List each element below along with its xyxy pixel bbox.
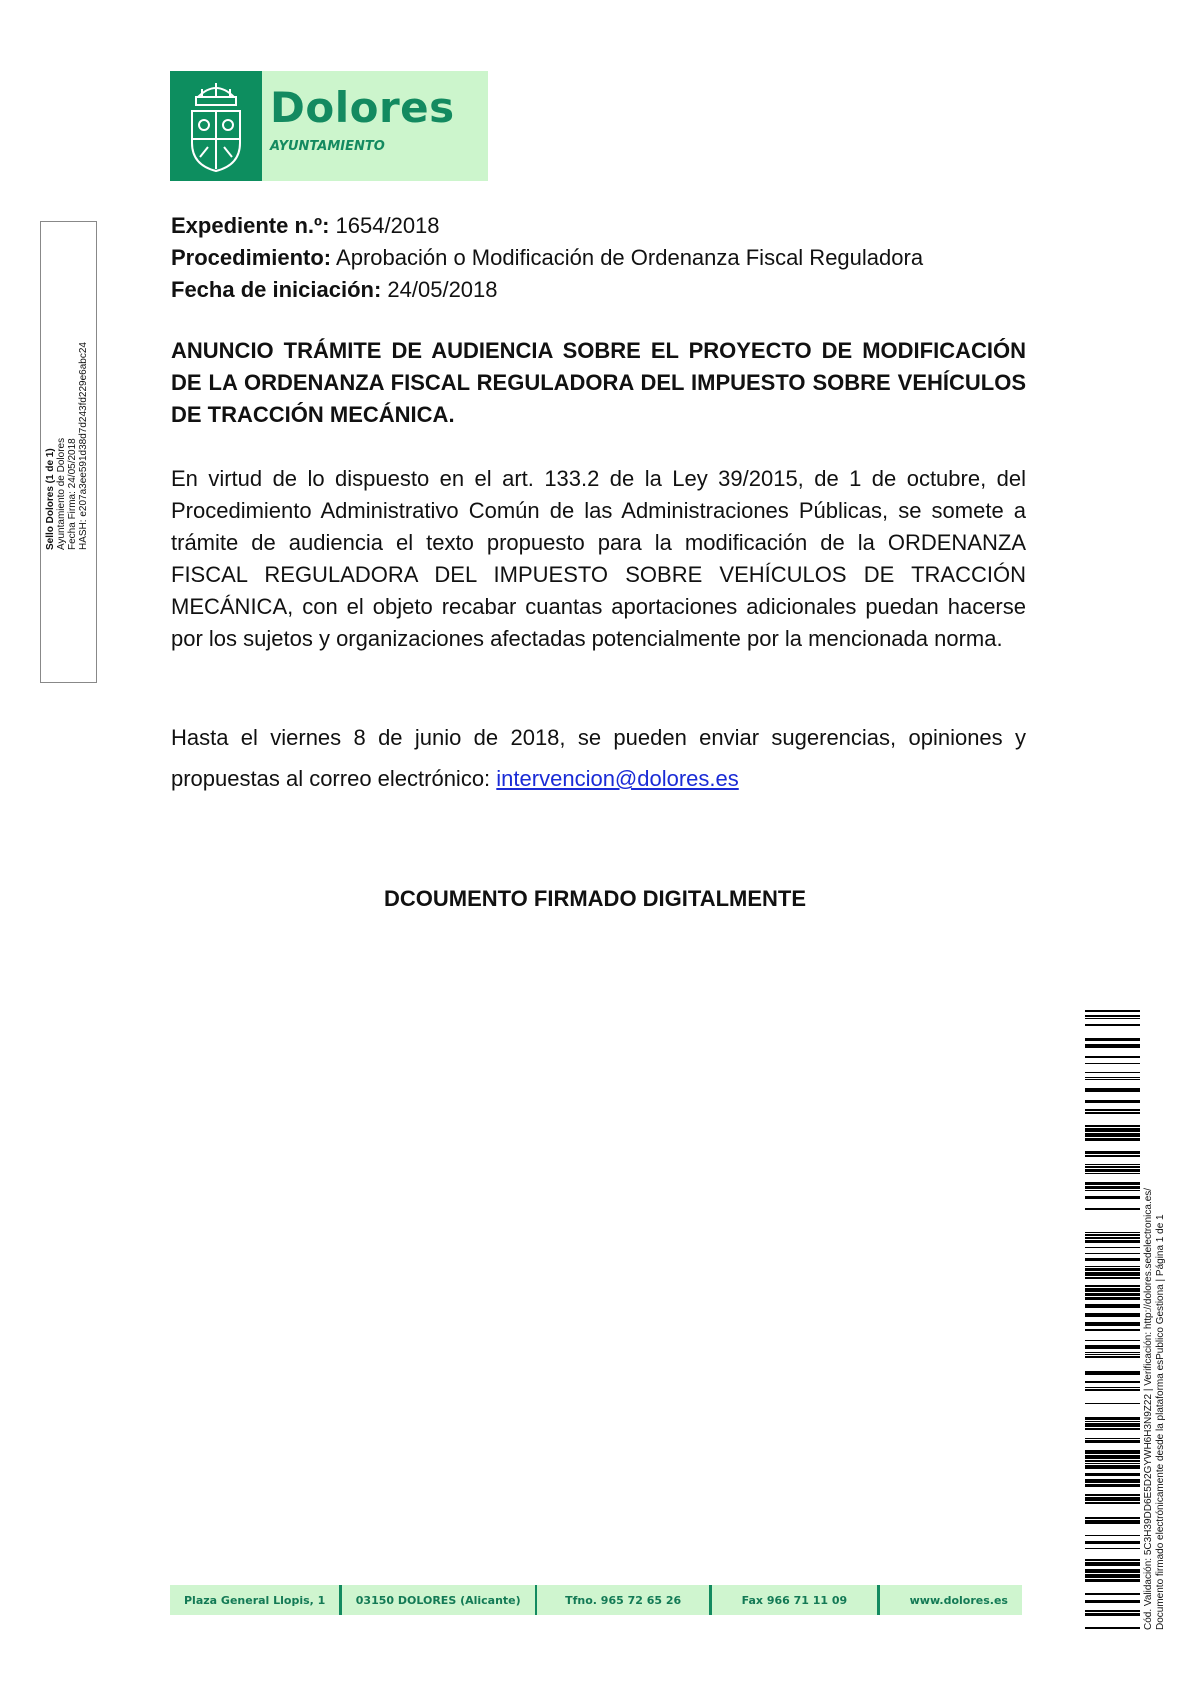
footer-city: 03150 DOLORES (Alicante) [355, 1593, 521, 1607]
barcode-bar [1085, 1125, 1140, 1127]
barcode-bar [1085, 1354, 1140, 1355]
barcode-bar [1085, 1186, 1140, 1189]
expediente-row [171, 210, 923, 242]
barcode-bar [1085, 1240, 1140, 1243]
barcode-bar [1085, 1133, 1140, 1137]
barcode-bar [1085, 1208, 1140, 1210]
barcode-bar [1085, 1297, 1140, 1300]
barcode-bar [1085, 1465, 1140, 1469]
procedimiento-value: Aprobación o Modificación de Ordenanza Fiscal Reguladora [336, 245, 924, 270]
logo-name: Dolores [270, 83, 455, 132]
barcode-bar [1085, 1288, 1140, 1292]
barcode-bar [1085, 1600, 1140, 1603]
barcode-bar [1085, 1455, 1140, 1459]
paragraph-2-text: Hasta el viernes 8 de junio de 2018, se pueden enviar sugerencias, opiniones y propuestas al correo electrónico: [171, 725, 1026, 791]
barcode-bar [1085, 1173, 1140, 1174]
barcode-bar [1085, 1356, 1140, 1358]
email-link[interactable]: intervencion@dolores.es [496, 766, 739, 791]
barcode-bar [1085, 1258, 1140, 1261]
barcode-bar [1085, 1304, 1140, 1308]
footer-address: Plaza General Llopis, 1 [184, 1593, 326, 1607]
footer-bar [170, 1585, 1022, 1615]
barcode-icon [1085, 1010, 1140, 1630]
barcode-bar [1085, 1077, 1140, 1078]
barcode-bar [1085, 1237, 1140, 1239]
barcode-bar [1085, 1484, 1140, 1487]
barcode-bar [1085, 1460, 1140, 1462]
verification-text [1143, 1030, 1167, 1630]
barcode-bar [1085, 1190, 1140, 1191]
barcode-bar [1085, 1548, 1140, 1549]
footer-phone: Tfno. 965 72 65 26 [565, 1593, 682, 1607]
barcode-bar [1085, 1479, 1140, 1483]
barcode-bar [1085, 1151, 1140, 1154]
barcode-bar [1085, 1559, 1140, 1561]
barcode-bar [1085, 1520, 1140, 1524]
barcode-bar [1085, 1440, 1140, 1443]
barcode-bar [1085, 1463, 1140, 1464]
barcode-bar [1085, 1164, 1140, 1165]
barcode-bar [1085, 1417, 1140, 1420]
barcode-bar [1085, 1517, 1140, 1519]
barcode-bar [1085, 1574, 1140, 1578]
barcode-bar [1085, 1403, 1140, 1404]
footer-web: www.dolores.es [909, 1593, 1008, 1607]
barcode-bar [1085, 1423, 1140, 1427]
barcode-bar [1085, 1428, 1140, 1430]
paragraph-2 [171, 717, 1026, 799]
barcode-bar [1085, 1371, 1140, 1375]
barcode-bar [1085, 1322, 1140, 1326]
barcode-bar [1085, 1579, 1140, 1582]
barcode-bar [1085, 1128, 1140, 1132]
stamp-line-2: Ayuntamiento de Dolores [56, 437, 67, 550]
barcode-bar [1085, 1109, 1140, 1111]
barcode-bar [1085, 1593, 1140, 1595]
procedimiento-row [171, 242, 923, 274]
fecha-value: 24/05/2018 [387, 277, 498, 302]
barcode-bar [1085, 1285, 1140, 1287]
barcode-bar [1085, 1010, 1140, 1012]
barcode-bar [1085, 1345, 1140, 1349]
document-heading: ANUNCIO TRÁMITE DE AUDIENCIA SOBRE EL PROYECTO DE MODIFICACIÓN DE LA ORDENANZA FISCAL REGULADORA DEL IMPUESTO SOBRE VEHÍCULOS DE TRACCIÓN MECÁNICA. [171, 338, 1026, 427]
paragraph-1: En virtud de lo dispuesto en el art. 133.2 de la Ley 39/2015, de 1 de octubre, del Procedimiento Administrativo Común de las Administraciones Públicas, se somete a trámite de audiencia el texto propuesto para la modificación de la ORDENANZA FISCAL REGULADORA DEL IMPUESTO SOBRE VEHÍCULOS DE TRACCIÓN MECÁNICA, con el objeto recabar cuantas aportaciones adicionales puedan hacerse por los sujetos y organizaciones afectadas potencialmente por la mencionada norma. [171, 466, 1026, 651]
barcode-bar [1085, 1088, 1140, 1092]
barcode-bar [1085, 1072, 1140, 1073]
fecha-row [171, 274, 923, 306]
logo [170, 71, 488, 181]
barcode-bar [1085, 1329, 1140, 1331]
barcode-bar [1085, 1562, 1140, 1566]
barcode-bar [1085, 1015, 1140, 1017]
barcode-bar [1085, 1421, 1140, 1422]
barcode-bar [1085, 1079, 1140, 1080]
expediente-value: 1654/2018 [335, 213, 440, 238]
barcode-bar [1085, 1253, 1140, 1254]
verification-line-2: Documento firmado electrónicamente desde la plataforma esPublico Gestiona | Página 1 de 1 [1155, 1214, 1166, 1630]
barcode-bar [1085, 1535, 1140, 1536]
barcode-bar [1085, 1063, 1140, 1064]
barcode-bar [1085, 1313, 1140, 1317]
signed-notice: DCOUMENTO FIRMADO DIGITALMENTE [383, 886, 807, 911]
stamp-line-4: HASH: e207a3ee591d38d7d243fd229e6abc24 [78, 342, 89, 550]
stamp-line-1: Sello Dolores (1 de 1) [45, 448, 56, 550]
barcode-bar [1085, 1277, 1140, 1279]
barcode-bar [1085, 1389, 1140, 1391]
barcode-bar [1085, 1266, 1140, 1267]
barcode-bar [1085, 1268, 1140, 1271]
barcode-bar [1085, 1234, 1140, 1236]
barcode-bar [1085, 1138, 1140, 1141]
barcode-bar [1085, 1627, 1140, 1629]
procedimiento-label: Procedimiento: [171, 245, 332, 270]
expediente-label: Expediente n.º: [171, 213, 330, 238]
fecha-label: Fecha de iniciación: [171, 277, 382, 302]
barcode-bar [1085, 1340, 1140, 1341]
barcode-bar [1085, 1569, 1140, 1573]
logo-subtitle: AYUNTAMIENTO [270, 139, 385, 154]
barcode-bar [1085, 1155, 1140, 1157]
stamp-line-3: Fecha Firma: 24/05/2018 [67, 438, 78, 550]
barcode-bar [1085, 1044, 1140, 1048]
barcode-bar [1085, 1610, 1140, 1612]
barcode-bar [1085, 1182, 1140, 1185]
barcode-bar [1085, 1100, 1140, 1103]
barcode-bar [1085, 1196, 1140, 1199]
barcode-bar [1085, 1112, 1140, 1114]
barcode-bar [1085, 1169, 1140, 1172]
barcode-bar [1085, 1272, 1140, 1276]
barcode-bar [1085, 1494, 1140, 1496]
barcode-bar [1085, 1166, 1140, 1168]
barcode-bar [1085, 1038, 1140, 1041]
barcode-bar [1085, 1387, 1140, 1388]
barcode-bar [1085, 1613, 1140, 1616]
barcode-bar [1085, 1502, 1140, 1504]
barcode-bar [1085, 1497, 1140, 1501]
document-metadata [171, 210, 923, 306]
signature-stamp [40, 221, 97, 683]
barcode-bar [1085, 1018, 1140, 1019]
coat-of-arms-icon [170, 71, 262, 181]
barcode-bar [1085, 1024, 1140, 1026]
verification-line-1: Cód. Validación: 5C3H39DD6E5D2GYWH6H3N9Z22 | Verificación: http://dolores.sedelectronica.es/ [1143, 1187, 1154, 1630]
barcode-bar [1085, 1541, 1140, 1544]
barcode-bar [1085, 1247, 1140, 1248]
barcode-bar [1085, 1381, 1140, 1383]
footer-fax: Fax 966 71 11 09 [741, 1593, 848, 1607]
barcode-bar [1085, 1438, 1140, 1439]
barcode-bar [1085, 1352, 1140, 1353]
barcode-bar [1085, 1056, 1140, 1058]
barcode-bar [1085, 1293, 1140, 1296]
barcode-bar [1085, 1450, 1140, 1454]
barcode-bar [1085, 1473, 1140, 1476]
barcode-bar [1085, 1232, 1140, 1233]
